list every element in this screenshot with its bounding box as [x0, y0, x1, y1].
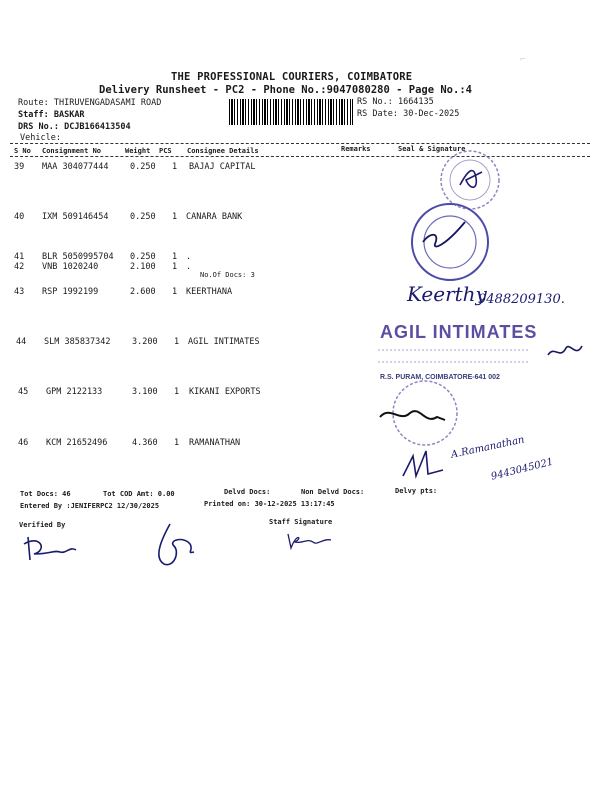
agil-stamp-title: AGIL INTIMATES [380, 322, 538, 342]
rs-no-value: 1664135 [397, 97, 434, 107]
signature-ramanathan [398, 446, 448, 486]
rs-date-line [357, 109, 459, 119]
signature-stroke [288, 534, 331, 548]
row-consignment: VNB 1020240 [42, 262, 99, 272]
stamp-ring-inner [450, 160, 490, 200]
row-pcs: 1 [174, 387, 180, 397]
printed-on: Printed on: 30-12-2025 13:17:45 [204, 500, 335, 508]
row-consignee: . [186, 262, 192, 272]
route-label: Route: [18, 98, 49, 108]
row-consignment: SLM 385837342 [44, 337, 111, 347]
route-value: THIRUVENGADASAMI ROAD [53, 98, 162, 108]
col-pcs: PCS [159, 147, 172, 155]
drs-value: DCJB166413504 [64, 122, 131, 132]
row-weight: 3.100 [132, 387, 158, 397]
signature-stroke [159, 524, 194, 565]
scan-mark: ⌐ [520, 55, 526, 65]
row-consignment: BLR 5050995704 [42, 252, 114, 262]
row-consignee: KIKANI EXPORTS [189, 387, 261, 397]
row-weight: 2.100 [130, 262, 156, 272]
row-sno: 46 [18, 438, 29, 448]
row-consignee: . [186, 252, 192, 262]
row-weight: 3.200 [132, 337, 158, 347]
row-consignee: CANARA BANK [186, 212, 243, 222]
delvy-pts: Delvy pts: [395, 487, 438, 495]
row-sno: 44 [16, 337, 27, 347]
no-of-docs: No.Of Docs: 3 [200, 271, 255, 279]
row-weight: 2.600 [130, 287, 156, 297]
staff-line [18, 110, 85, 120]
drs-label: DRS No.: [18, 122, 59, 132]
row-weight: 0.250 [130, 212, 156, 222]
staff-signature [285, 528, 335, 554]
seal-stamp-2 [405, 202, 495, 282]
rs-no-line [357, 97, 434, 107]
col-consignment: Consignment No [42, 147, 102, 155]
signature-stroke [403, 451, 443, 476]
runsheet-subtitle: Delivery Runsheet - PC2 - Phone No.:9047080280 - Page No.:4 [99, 84, 472, 96]
col-remarks: Remarks [341, 145, 371, 153]
row-pcs: 1 [172, 287, 178, 297]
seal-stamp-3 [375, 375, 465, 445]
row-consignee: KEERTHANA [186, 287, 233, 297]
row-sno: 41 [14, 252, 25, 262]
row-consignment: RSP 1992199 [42, 287, 99, 297]
row-pcs: 1 [172, 162, 178, 172]
rs-date-value: 30-Dec-2025 [403, 109, 460, 119]
row-sno: 39 [14, 162, 25, 172]
company-title: THE PROFESSIONAL COURIERS, COIMBATORE [171, 71, 413, 83]
row-sno: 43 [14, 287, 25, 297]
entered-by: Entered By :JENIFERPC2 12/30/2025 [20, 502, 160, 510]
signature-stroke [548, 346, 582, 355]
row-consignment: MAA 304077444 [42, 162, 109, 172]
row-weight: 0.250 [130, 162, 156, 172]
row-pcs: 1 [172, 212, 178, 222]
row-sno: 42 [14, 262, 25, 272]
vehicle-label: Vehicle: [20, 133, 61, 143]
header-rule-top [10, 143, 590, 144]
tot-cod: Tot COD Amt: 0.00 [103, 490, 175, 498]
row-pcs: 1 [174, 337, 180, 347]
col-seal: Seal & Signature [398, 145, 466, 153]
handwritten-phone-1: 9488209130. [478, 292, 565, 307]
verified-signature [20, 532, 80, 564]
row-sno: 40 [14, 212, 25, 222]
tot-docs: Tot Docs: 46 [20, 490, 71, 498]
staff-label: Staff: [18, 110, 49, 120]
handwritten-name-ramanathan: A.Ramanathan [450, 434, 526, 461]
drs-line [18, 122, 131, 132]
row-consignee: BAJAJ CAPITAL [189, 162, 256, 172]
verified-signature-2 [150, 522, 200, 570]
row-pcs: 1 [174, 438, 180, 448]
row-sno: 45 [18, 387, 29, 397]
row-consignee: AGIL INTIMATES [188, 337, 260, 347]
row-pcs: 1 [172, 252, 178, 262]
non-delvd-docs: Non Delvd Docs: [301, 488, 365, 496]
signature-stroke [24, 537, 76, 560]
row-pcs: 1 [172, 262, 178, 272]
col-consignee: Consignee Details [187, 147, 259, 155]
col-sno: S No [14, 147, 31, 155]
row-consignment: GPM 2122133 [46, 387, 103, 397]
row-consignment: KCM 21652496 [46, 438, 108, 448]
stamp-ring-inner [424, 216, 476, 268]
staff-value: BASKAR [53, 110, 85, 120]
col-weight: Weight [125, 147, 151, 155]
handwritten-phone-2: 9443045021 [490, 456, 555, 483]
row-weight: 4.360 [132, 438, 158, 448]
route-line [18, 98, 161, 108]
rs-date-label: RS Date: [357, 109, 398, 119]
row-consignment: IXM 509146454 [42, 212, 109, 222]
row-weight: 0.250 [130, 252, 156, 262]
seal-stamp-1 [430, 150, 510, 210]
stamp-ring [393, 381, 457, 445]
handwritten-name-keerthy: Keerthy [407, 282, 487, 306]
delvd-docs: Delvd Docs: [224, 488, 271, 496]
staff-signature-label: Staff Signature [269, 518, 333, 526]
signature-stroke [460, 171, 482, 188]
agil-stamp-address: R.S. PURAM, COIMBATORE-641 002 [380, 374, 500, 381]
rs-no-label: RS No.: [357, 97, 393, 107]
barcode [229, 99, 353, 125]
verified-by-label: Verified By [19, 521, 66, 529]
signature-stroke [380, 411, 445, 420]
row-consignee: RAMANATHAN [189, 438, 241, 448]
